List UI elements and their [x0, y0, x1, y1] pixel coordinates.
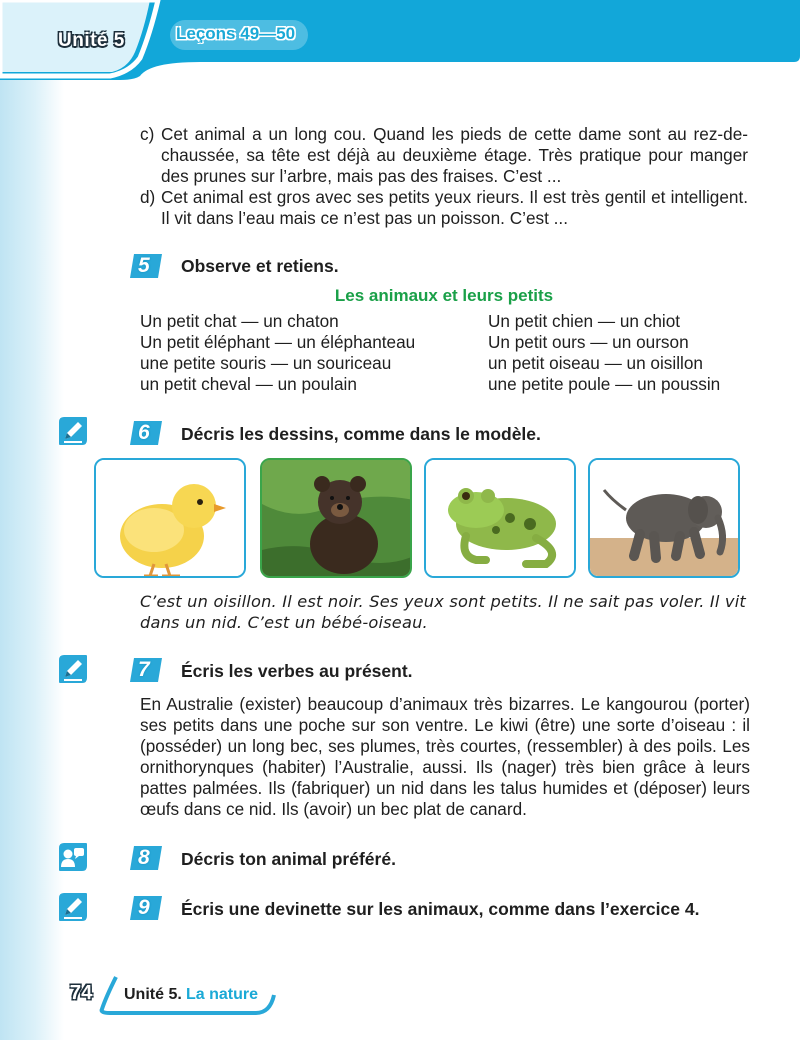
vocab-pair: Un petit ours — un ourson: [488, 332, 689, 352]
vocab-pair: Un petit chat — un chaton: [140, 311, 339, 331]
vocab-pair: un petit cheval — un poulain: [140, 374, 357, 394]
exercise-number-7: 7: [130, 656, 164, 684]
bear-cub-picture: [260, 458, 412, 578]
pencil-icon: [56, 890, 90, 924]
pencil-icon: [56, 652, 90, 686]
lessons-badge: Leçons 49—50: [176, 24, 296, 43]
vocab-pair: Un petit chien — un chiot: [488, 311, 681, 331]
model-sentence: C’est un oisillon. Il est noir. Ses yeux sont petits. Il ne sait pas voler. Il vit dans un nid. C’est un bébé-oiseau.: [140, 592, 746, 632]
unit-badge: Unité 5: [58, 30, 125, 51]
riddle-label: d): [140, 187, 156, 207]
chick-picture: [94, 458, 246, 578]
baby-elephant-picture: [588, 458, 740, 578]
riddle-text: Cet animal est gros avec ses petits yeux rieurs. Il est très gentil et intelligent. Il vit dans l’eau mais ce n’est pas un poisson. C’est ...: [161, 187, 748, 228]
exercise-title: Observe et retiens.: [181, 256, 339, 276]
exercise-title: Décris les dessins, comme dans le modèle.: [181, 424, 541, 444]
right-column: [488, 311, 720, 395]
exercise-title: Décris ton animal préféré.: [181, 849, 396, 869]
footer-topic: La nature: [186, 986, 259, 1003]
exercise-title: Écris une devinette sur les animaux, comme dans l’exercice 4.: [181, 899, 700, 919]
exercise-number-6: 6: [130, 419, 164, 447]
pencil-icon: [56, 414, 90, 448]
vocab-pair: une petite souris — un souriceau: [140, 353, 392, 373]
riddle-d: [140, 187, 748, 229]
page-number: 74: [70, 982, 93, 1004]
vocab-pair: Un petit éléphant — un éléphanteau: [140, 332, 416, 352]
left-column: [140, 311, 415, 395]
exercise-number-5: 5: [130, 252, 164, 280]
riddle-c: [140, 124, 748, 187]
frog-picture: [424, 458, 576, 578]
exercise-title: Écris les verbes au présent.: [181, 661, 413, 681]
exercise-number-8: 8: [130, 844, 164, 872]
riddle-text: Cet animal a un long cou. Quand les pieds de cette dame sont au rez-de-chaussée, sa tête est déjà au deuxième étage. Très pratique pour manger des prunes sur l’arbre, mais pas des fraises. C’est ...: [161, 124, 748, 186]
table-title: Les animaux et leurs petits: [334, 286, 554, 305]
speaking-icon: [56, 840, 90, 874]
exercise-number-9: 9: [130, 894, 164, 922]
footer-unit-label: Unité 5.: [124, 986, 182, 1003]
exercise7-text: En Australie (exister) beaucoup d’animaux très bizarres. Le kangourou (porter) ses petits dans une poche sur son ventre. Le kiwi (être) une sorte d’oiseau : il (posséder) un long bec, ses plumes, très courtes, (ressembler) à des poils. Les ornithorynques (habiter) l’Australie, aussi. Ils (nager) très bien grâce à leurs pattes palmées. Ils (fabriquer) un nid dans les talus humides et (déposer) leurs œufs dans ce nid. Ils (avoir) un bec plat de canard.: [140, 694, 750, 819]
riddle-label: c): [140, 124, 155, 144]
vocab-pair: un petit oiseau — un oisillon: [488, 353, 703, 373]
vocab-pair: une petite poule — un poussin: [488, 374, 721, 394]
